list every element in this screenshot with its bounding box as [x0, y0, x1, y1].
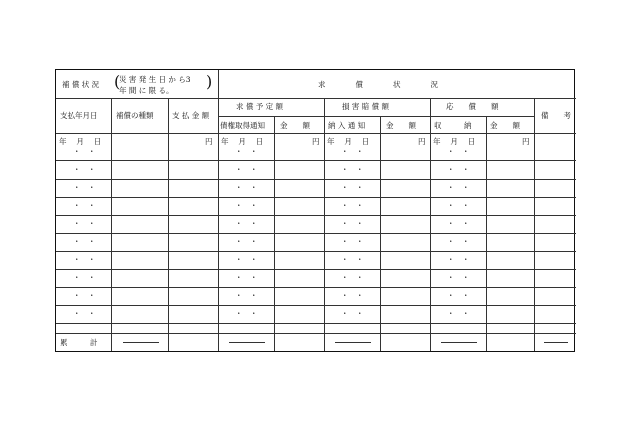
row-8-receipt-dots: ・ ・ — [447, 273, 470, 282]
col-line-7 — [430, 98, 431, 351]
row-line-5 — [56, 233, 576, 234]
claim-date-dots: ・ ・ — [235, 147, 258, 156]
row-6-receipt-dots: ・ ・ — [447, 237, 470, 246]
row-line-11 — [56, 333, 576, 334]
row-4-damage-dots: ・ ・ — [341, 201, 364, 210]
col-pay-date: 支払年月日 — [60, 111, 98, 120]
status-label: 補 償 状 況 — [62, 80, 100, 89]
sub-receipt: 収 納 — [434, 121, 472, 130]
total-label: 累 計 — [60, 338, 98, 347]
status-note-line2: 年 間 に 限 る。 — [119, 86, 174, 95]
row-3-claim-dots: ・ ・ — [235, 183, 258, 192]
row-10-damage-dots: ・ ・ — [341, 309, 364, 318]
row-7-receipt-dots: ・ ・ — [447, 255, 470, 264]
row-6-damage-dots: ・ ・ — [341, 237, 364, 246]
compensation-status-form — [55, 69, 575, 352]
row-9-damage-dots: ・ ・ — [341, 291, 364, 300]
col-line-8 — [486, 116, 487, 351]
col-line-5 — [324, 98, 325, 351]
row-6-pay-dots: ・ ・ — [73, 237, 96, 246]
col-remarks: 備 考 — [541, 111, 571, 120]
row-line-4 — [56, 215, 576, 216]
row-8-damage-dots: ・ ・ — [341, 273, 364, 282]
status-note-open-bracket: ( — [114, 72, 121, 91]
status-note-close-bracket: ) — [206, 72, 213, 91]
row-9-claim-dots: ・ ・ — [235, 291, 258, 300]
row-8-pay-dots: ・ ・ — [73, 273, 96, 282]
group-response: 応 償 額 — [446, 102, 499, 111]
receipt-date-dots: ・ ・ — [447, 147, 470, 156]
sub-damage-notice: 納 入 通 知 — [328, 121, 366, 130]
pay-date-label: 年 月 日 — [59, 137, 102, 146]
row-line-1 — [56, 160, 576, 161]
row-4-claim-dots: ・ ・ — [235, 201, 258, 210]
row-line-9 — [56, 305, 576, 306]
col-pay-amount: 支 払 金 額 — [172, 111, 210, 120]
row-7-pay-dots: ・ ・ — [73, 255, 96, 264]
row-3-damage-dots: ・ ・ — [341, 183, 364, 192]
row-10-pay-dots: ・ ・ — [73, 309, 96, 318]
row-4-pay-dots: ・ ・ — [73, 201, 96, 210]
row-line-2 — [56, 179, 576, 180]
row-2-claim-dots: ・ ・ — [235, 165, 258, 174]
pay-date-dots: ・ ・ — [73, 147, 96, 156]
row-9-pay-dots: ・ ・ — [73, 291, 96, 300]
group-damages: 損 害 賠 償 額 — [342, 102, 390, 111]
sub-response-amount: 金 額 — [490, 121, 520, 130]
total-comp-type-dash — [123, 342, 159, 343]
row-5-receipt-dots: ・ ・ — [447, 219, 470, 228]
row-2-receipt-dots: ・ ・ — [447, 165, 470, 174]
sub-damage-amount: 金 額 — [386, 121, 416, 130]
row-3-receipt-dots: ・ ・ — [447, 183, 470, 192]
col-line-4 — [274, 116, 275, 351]
col-line-2 — [168, 98, 169, 351]
row-10-receipt-dots: ・ ・ — [447, 309, 470, 318]
col-line-3 — [218, 70, 219, 351]
row-2-pay-dots: ・ ・ — [73, 165, 96, 174]
row-7-damage-dots: ・ ・ — [341, 255, 364, 264]
row-3-pay-dots: ・ ・ — [73, 183, 96, 192]
yen-pay-amount: 円 — [205, 137, 213, 146]
row-9-receipt-dots: ・ ・ — [447, 291, 470, 300]
row-6-claim-dots: ・ ・ — [235, 237, 258, 246]
sub-claim-amount: 金 額 — [280, 121, 310, 130]
row-5-pay-dots: ・ ・ — [73, 219, 96, 228]
col-line-9 — [534, 98, 535, 351]
row-7-claim-dots: ・ ・ — [235, 255, 258, 264]
row-10-claim-dots: ・ ・ — [235, 309, 258, 318]
claim-date-label: 年 月 日 — [221, 137, 264, 146]
col-line-6 — [380, 116, 381, 351]
row-line-7 — [56, 269, 576, 270]
row-8-claim-dots: ・ ・ — [235, 273, 258, 282]
group-claim-plan: 求 償 予 定 額 — [236, 102, 284, 111]
status-note-line1: 災 害 発 生 日 か ら3 — [119, 75, 191, 84]
total-remarks-dash — [544, 342, 568, 343]
yen-response-amount: 円 — [522, 137, 530, 146]
subheader-bottom-line — [56, 133, 576, 134]
row-line-6 — [56, 251, 576, 252]
yen-claim-amount: 円 — [312, 137, 320, 146]
row-line-10 — [56, 323, 576, 324]
total-claim-notice-dash — [229, 342, 265, 343]
sub-claim-notice: 債権取得通知 — [220, 121, 265, 130]
row-5-claim-dots: ・ ・ — [235, 219, 258, 228]
total-damage-notice-dash — [335, 342, 371, 343]
row-2-damage-dots: ・ ・ — [341, 165, 364, 174]
col-line-1 — [111, 98, 112, 351]
row-line-8 — [56, 287, 576, 288]
receipt-date-label: 年 月 日 — [433, 137, 476, 146]
col-comp-type: 補償の種類 — [116, 111, 154, 120]
row-line-3 — [56, 197, 576, 198]
header-divider — [56, 98, 576, 99]
yen-damage-amount: 円 — [418, 137, 426, 146]
damage-date-label: 年 月 日 — [327, 137, 370, 146]
row-5-damage-dots: ・ ・ — [341, 219, 364, 228]
damage-date-dots: ・ ・ — [341, 147, 364, 156]
total-receipt-dash — [441, 342, 477, 343]
reimbursement-title: 求 償 状 況 — [318, 80, 438, 89]
row-4-receipt-dots: ・ ・ — [447, 201, 470, 210]
